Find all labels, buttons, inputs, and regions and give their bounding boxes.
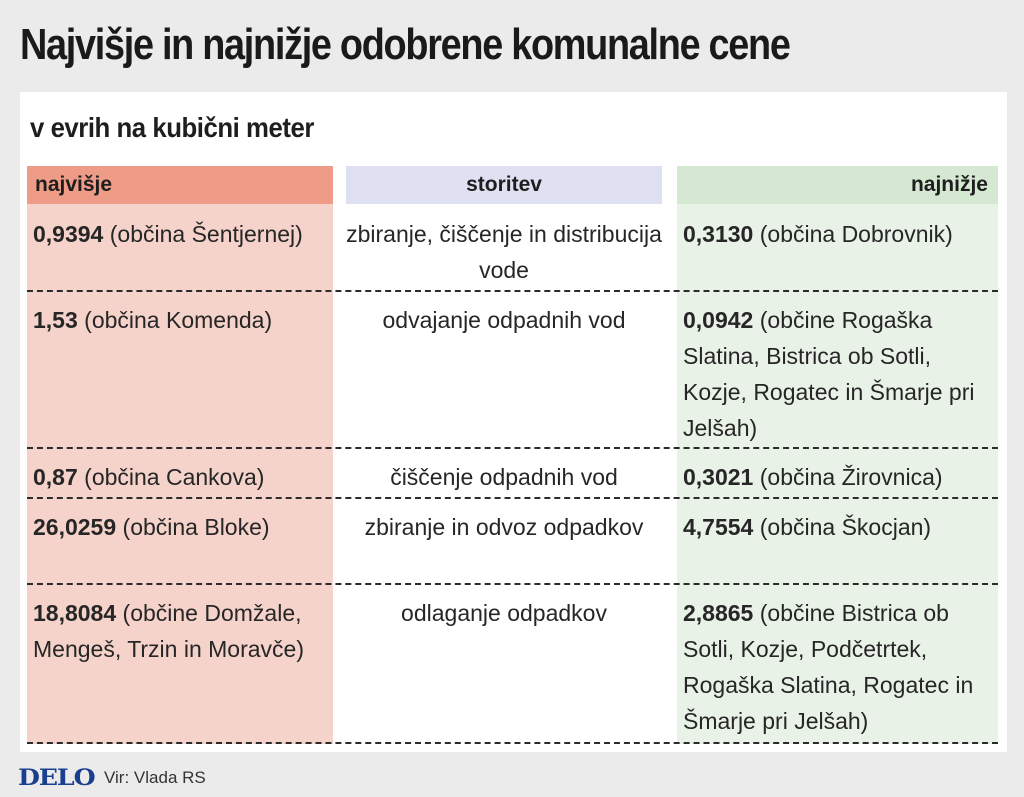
- lowest-municipality: (občina Škocjan): [753, 514, 932, 540]
- highest-value: 18,8084: [33, 600, 117, 626]
- lowest-value: 0,3021: [683, 464, 754, 490]
- service-cell: čiščenje odpadnih vod: [390, 464, 618, 490]
- highest-cell: [33, 302, 329, 338]
- highest-municipality: (občina Bloke): [116, 514, 270, 540]
- service-cell: zbiranje in odvoz odpadkov: [364, 514, 644, 540]
- lowest-cell: [683, 216, 983, 252]
- table-row: [27, 292, 998, 449]
- lowest-cell: [683, 459, 983, 495]
- header-lowest: najnižje: [677, 166, 998, 204]
- highest-municipality: (občine Domžale, Mengeš, Trzin in Moravče): [33, 600, 304, 662]
- header-service: storitev: [346, 166, 662, 204]
- service-cell: odvajanje odpadnih vod: [382, 307, 626, 333]
- highest-municipality: (občina Komenda): [77, 307, 273, 333]
- highest-cell: [33, 509, 329, 545]
- service-cell: odlaganje odpadkov: [401, 600, 607, 626]
- lowest-value: 2,8865: [683, 600, 754, 626]
- table-row: [27, 499, 998, 585]
- lowest-municipality: (občine Bistrica ob Sotli, Kozje, Podčetrtek, Rogaška Slatina, Rogatec in Šmarje pri Jelšah): [683, 600, 974, 734]
- lowest-municipality: (občina Dobrovnik): [753, 221, 953, 247]
- lowest-cell: [683, 595, 983, 739]
- row-divider: [27, 742, 998, 744]
- highest-cell: [33, 595, 329, 667]
- page-title: Najvišje in najnižje odobrene komunalne cene: [20, 20, 790, 69]
- subtitle: v evrih na kubični meter: [30, 112, 314, 143]
- lowest-value: 4,7554: [683, 514, 754, 540]
- highest-municipality: (občina Šentjernej): [103, 221, 303, 247]
- service-cell: zbiranje, čiščenje in distribucija vode: [346, 221, 662, 283]
- highest-value: 26,0259: [33, 514, 117, 540]
- lowest-cell: [683, 302, 983, 446]
- highest-value: 1,53: [33, 307, 78, 333]
- delo-logo: DELO: [18, 765, 95, 791]
- lowest-municipality: (občine Rogaška Slatina, Bistrica ob Sotli, Kozje, Rogatec in Šmarje pri Jelšah): [683, 307, 975, 441]
- highest-value: 0,9394: [33, 221, 104, 247]
- source-note: Vir: Vlada RS: [104, 768, 206, 787]
- highest-value: 0,87: [33, 464, 78, 490]
- table-row: [27, 449, 998, 499]
- lowest-municipality: (občina Žirovnica): [753, 464, 943, 490]
- table-row: [27, 585, 998, 744]
- highest-cell: [33, 459, 329, 495]
- lowest-value: 0,3130: [683, 221, 754, 247]
- lowest-value: 0,0942: [683, 307, 754, 333]
- table-row: [27, 206, 998, 292]
- lowest-cell: [683, 509, 983, 545]
- highest-cell: [33, 216, 329, 252]
- header-highest: najvišje: [27, 166, 333, 204]
- highest-municipality: (občina Cankova): [77, 464, 265, 490]
